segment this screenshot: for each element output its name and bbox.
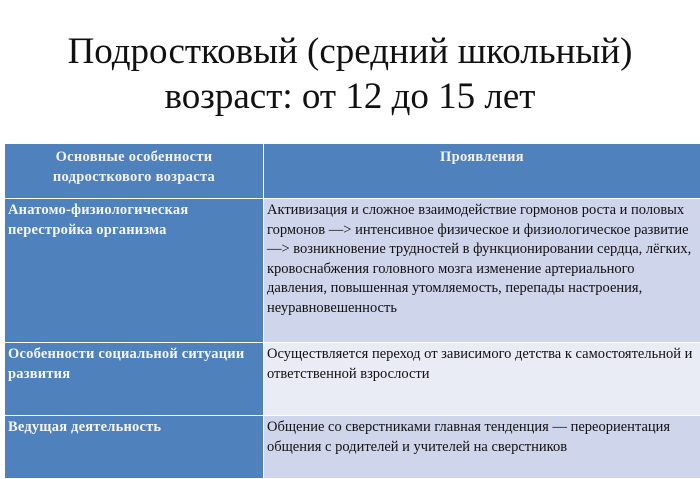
table-row [5,199,700,343]
slide-title-line-1: Подростковый (средний школьный) [0,29,700,74]
table-row [5,416,700,479]
slide-title [0,29,700,119]
row-manifestation-text: Общение со сверстниками главная тенденция — переориентация общения с родителей и учителей на сверстников [264,416,700,479]
table-row [5,343,700,416]
row-feature-label: Ведущая деятельность [5,416,264,479]
table-header-row [5,144,700,199]
features-table [4,143,700,479]
column-header-manifestations: Проявления [264,144,700,199]
row-manifestation-text: Осуществляется переход от зависимого детства к самостоятельной и ответственной взрослости [264,343,700,416]
column-header-features: Основные особенности подросткового возраста [5,144,264,199]
row-feature-label: Особенности социальной ситуации развития [5,343,264,416]
row-feature-label: Анатомо-физиологическая перестройка организма [5,199,264,343]
slide-title-line-2: возраст: от 12 до 15 лет [0,74,700,119]
row-manifestation-text: Активизация и сложное взаимодействие гормонов роста и половых гормонов —> интенсивное физическое и физиологическое развитие —> возникновение трудностей в функционировании сердца, лёгких, кровоснабжения головного мозга изменение артериального давления, повышенная утомляемость, перепады настроения, неуравновешенность [264,199,700,343]
